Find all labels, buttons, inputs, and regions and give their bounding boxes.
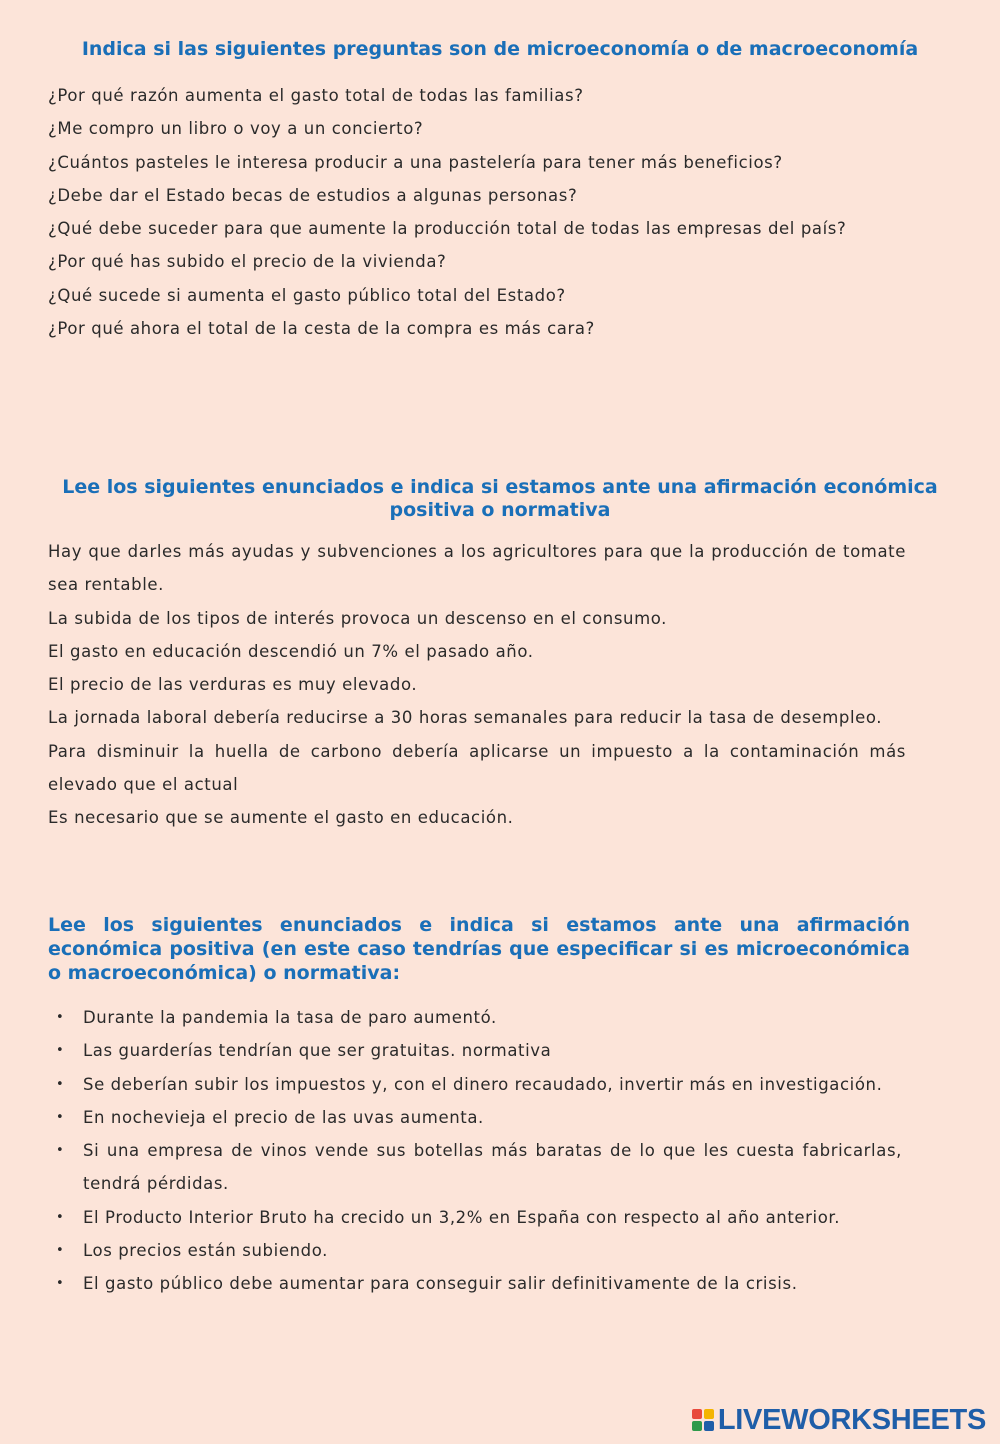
section1-title: Indica si las siguientes preguntas son de microeconomía o de macroeconomía xyxy=(81,38,919,60)
list-item-text: En nochevieja el precio de las uvas aumenta. xyxy=(83,1107,484,1127)
brand-name: LIVEWORKSHEETS xyxy=(717,1403,986,1436)
logo-square-2 xyxy=(704,1409,714,1419)
list-item-text: El Producto Interior Bruto ha crecido un 3,2% en España con respecto al año anterior. xyxy=(83,1207,841,1227)
list-item-text: Durante la pandemia la tasa de paro aumentó. xyxy=(83,1008,497,1027)
list-item xyxy=(56,1201,902,1234)
section3-bullet-list xyxy=(56,1001,902,1301)
list-item: ¿Debe dar el Estado becas de estudios a algunas personas? xyxy=(48,185,578,205)
list-item: ¿Cuántos pasteles le interesa producir a una pastelería para tener más beneficios? xyxy=(48,152,783,172)
list-item-text: Los precios están subiendo. xyxy=(83,1241,328,1261)
list-item: ¿Por qué ahora el total de la cesta de la compra es más cara? xyxy=(48,319,595,339)
list-item-text: Se deberían subir los impuestos y, con el dinero recaudado, invertir más en investigación. xyxy=(83,1074,883,1094)
logo-square-3 xyxy=(692,1421,702,1431)
list-item-text: Las guarderías tendrían que ser gratuitas. normativa xyxy=(83,1041,552,1061)
logo-square-4 xyxy=(704,1421,714,1431)
list-item xyxy=(56,1134,902,1201)
list-item xyxy=(56,1234,902,1267)
bullet-icon: • xyxy=(56,1109,65,1125)
bullet-icon: • xyxy=(56,1209,65,1225)
list-item: La subida de los tipos de interés provoca un descenso en el consumo. xyxy=(48,608,668,628)
bullet-icon: • xyxy=(56,1276,65,1292)
bullet-icon: • xyxy=(56,1010,65,1025)
liveworksheets-logo[interactable] xyxy=(692,1402,986,1438)
section2-statement-list xyxy=(48,535,906,835)
list-item xyxy=(56,1267,902,1300)
list-item: ¿Qué sucede si aumenta el gasto público total del Estado? xyxy=(48,285,566,305)
logo-mark-icon xyxy=(692,1409,714,1431)
list-item: Para disminuir la huella de carbono debería aplicarse un impuesto a la contaminación más elevado que el actual xyxy=(48,741,906,795)
list-item: El gasto en educación descendió un 7% el pasado año. xyxy=(48,641,534,661)
section1-question-list xyxy=(48,79,848,345)
list-item: La jornada laboral debería reducirse a 30 horas semanales para reducir la tasa de desempleo. xyxy=(48,708,883,728)
bullet-icon: • xyxy=(56,1076,65,1092)
section3-title: Lee los siguientes enunciados e indica si estamos ante una afirmación económica positiva (en este caso tendrías que especificar si es microeconómica o macroeconómica) o normativa: xyxy=(48,914,910,984)
list-item: ¿Por qué razón aumenta el gasto total de todas las familias? xyxy=(48,86,584,105)
list-item-text: Si una empresa de vinos vende sus botellas más baratas de lo que les cuesta fabricarlas, tendrá pérdidas. xyxy=(83,1141,902,1194)
list-item: El precio de las verduras es muy elevado. xyxy=(48,675,418,695)
bullet-icon: • xyxy=(56,1243,65,1259)
section2-title: Lee los siguientes enunciados e indica si estamos ante una afirmación económica positiva o normativa xyxy=(62,476,938,521)
list-item-text: El gasto público debe aumentar para conseguir salir definitivamente de la crisis. xyxy=(83,1274,798,1294)
logo-square-1 xyxy=(692,1409,702,1419)
list-item: ¿Por qué has subido el precio de la vivienda? xyxy=(48,252,447,272)
list-item: Hay que darles más ayudas y subvenciones a los agricultores para que la producción de tomate sea rentable. xyxy=(48,542,906,595)
list-item xyxy=(56,1101,902,1134)
list-item xyxy=(56,1068,902,1101)
bullet-icon: • xyxy=(56,1143,65,1159)
list-item xyxy=(56,1001,902,1034)
bullet-icon: • xyxy=(56,1043,65,1059)
list-item: Es necesario que se aumente el gasto en educación. xyxy=(48,808,514,828)
list-item: ¿Qué debe suceder para que aumente la producción total de todas las empresas del país? xyxy=(48,219,847,239)
list-item: ¿Me compro un libro o voy a un concierto? xyxy=(48,119,424,139)
list-item xyxy=(56,1034,902,1067)
